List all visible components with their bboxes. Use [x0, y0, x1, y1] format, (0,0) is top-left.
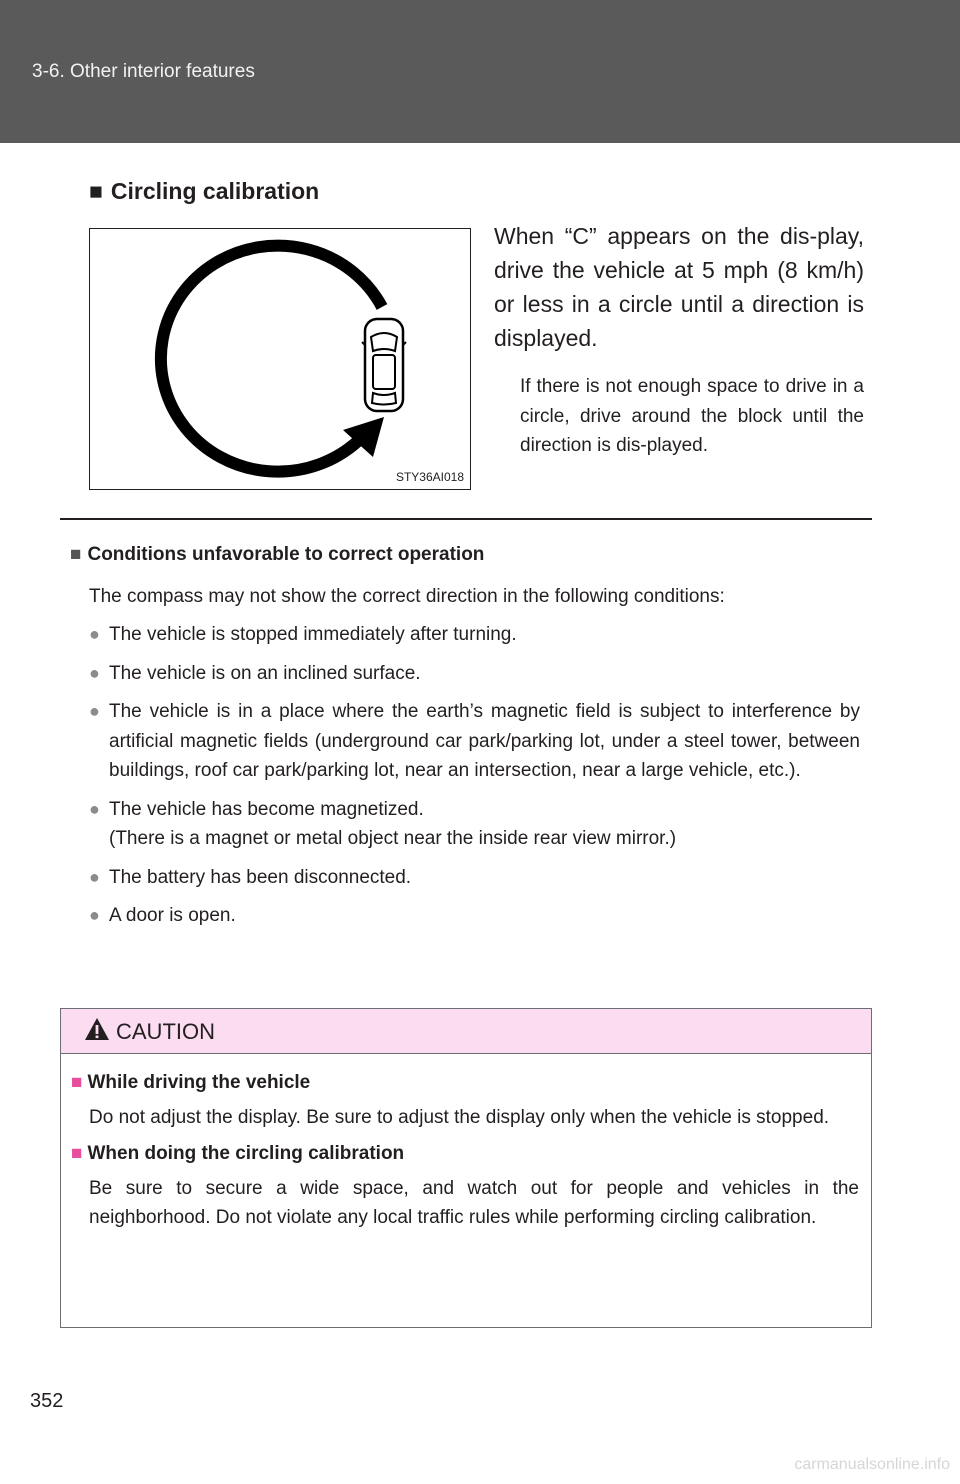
- list-item-text: A door is open.: [109, 905, 236, 926]
- bullet-icon: ●: [89, 662, 100, 683]
- bullet-icon: ●: [89, 624, 100, 644]
- list-item-text: The vehicle has become magnetized.: [109, 798, 424, 820]
- list-item: [70, 863, 860, 893]
- caution-body: [61, 1054, 871, 1233]
- watermark: carmanualsonline.info: [794, 1456, 950, 1473]
- page-header: [0, 0, 960, 143]
- heading-title: Circling calibration: [110, 178, 320, 204]
- conditions-title-text: Conditions unfavorable to correct operation: [87, 544, 485, 565]
- list-item: [70, 795, 860, 854]
- bullet-icon: ●: [89, 866, 100, 887]
- warning-triangle-icon: [84, 1017, 110, 1041]
- section-label: 3-6. Other interior features: [32, 61, 255, 82]
- list-item-text: The vehicle is stopped immediately after turning.: [109, 624, 517, 645]
- page-number: 352: [30, 1390, 64, 1412]
- heading-marker: ■: [89, 178, 103, 204]
- list-item-text: The vehicle is on an inclined surface.: [109, 662, 421, 684]
- conditions-title: [70, 544, 860, 570]
- caution-item-title-text: When doing the circling calibration: [87, 1142, 405, 1164]
- list-item-subtext: (There is a magnet or metal object near the inside rear view mirror.): [109, 828, 677, 849]
- conditions-intro: The compass may not show the correct direction in the following conditions:: [89, 586, 725, 607]
- car-top-view-icon: [362, 319, 406, 411]
- caution-header: [61, 1009, 871, 1054]
- instruction-text: When “C” appears on the dis-play, drive the vehicle at 5 mph (8 km/h) or less in a circle until a direction is displayed.: [494, 223, 864, 351]
- caution-item-title: [71, 1143, 859, 1165]
- bullet-icon: ●: [89, 701, 100, 721]
- caution-item-title: [71, 1072, 859, 1094]
- conditions-section: [70, 544, 860, 940]
- calibration-figure: [89, 228, 471, 490]
- caution-marker: ■: [71, 1072, 83, 1093]
- figure-code: STY36AI018: [395, 470, 464, 484]
- list-item-text: The vehicle is in a place where the earth’s magnetic field is subject to interference by artificial magnetic fields (underground car park/parking lot, under a steel tower, between buildings, roof car park/parking lot, near an intersection, near a large vehicle, etc.).: [109, 701, 860, 781]
- circular-arrow-icon: [90, 229, 472, 491]
- caution-label: CAUTION: [116, 1019, 215, 1044]
- section-divider: [60, 518, 872, 520]
- caution-marker: ■: [71, 1142, 83, 1164]
- caution-box: [60, 1008, 872, 1328]
- caution-item-title-text: While driving the vehicle: [87, 1072, 311, 1093]
- list-item: [70, 697, 860, 786]
- list-item: [70, 620, 860, 650]
- section-heading: [89, 178, 319, 205]
- caution-item-text: Be sure to secure a wide space, and watch out for people and vehicles in the neighborhood. Do not violate any local traffic rules while performing circling calibration.: [89, 1177, 859, 1228]
- list-item-text: The battery has been disconnected.: [109, 866, 412, 888]
- list-item: [70, 901, 860, 931]
- caution-item-text: Do not adjust the display. Be sure to adjust the display only when the vehicle is stopped.: [89, 1107, 830, 1128]
- instruction-note: If there is not enough space to drive in a circle, drive around the block until the direction is dis-played.: [520, 376, 864, 456]
- list-item: [70, 659, 860, 689]
- bullet-icon: ●: [89, 905, 100, 925]
- conditions-marker: ■: [70, 544, 82, 565]
- bullet-icon: ●: [89, 798, 100, 819]
